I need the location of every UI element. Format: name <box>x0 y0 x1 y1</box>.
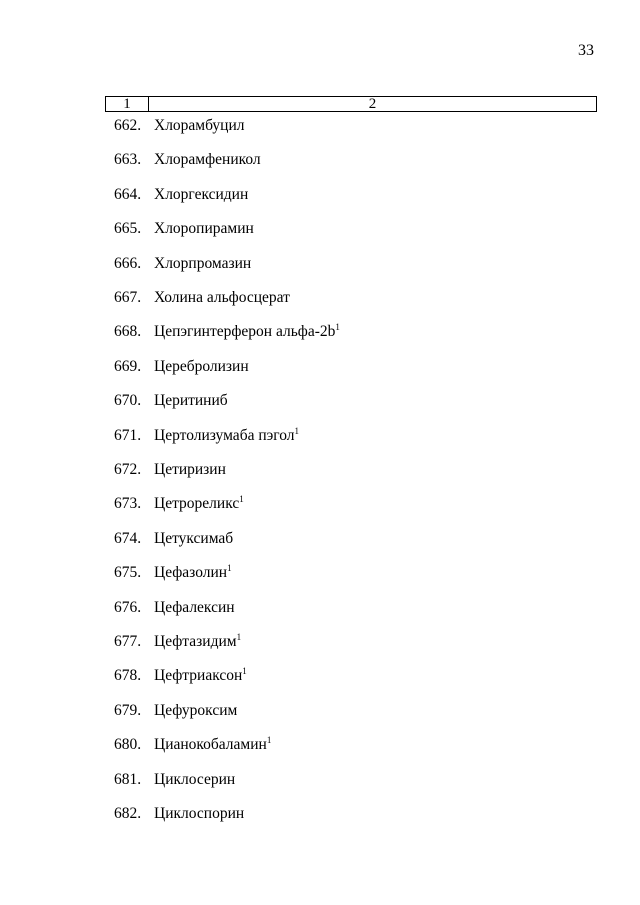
item-number: 681. <box>114 770 142 788</box>
footnote-marker: 1 <box>266 735 272 746</box>
item-number: 667. <box>114 289 142 306</box>
item-name-text: Цепэгинтерферон альфа-2b <box>154 323 336 341</box>
item-name-text: Цефтриаксон <box>154 667 243 685</box>
item-name-text: Цетуксимаб <box>154 529 234 547</box>
item-number: 666. <box>114 254 142 272</box>
item-name <box>154 427 299 445</box>
item-number: 682. <box>114 805 142 822</box>
item-name-text: Цефалексин <box>154 598 235 616</box>
item-number: 676. <box>114 598 142 616</box>
footnote-marker: 1 <box>227 563 232 574</box>
footnote-marker: 1 <box>294 425 300 436</box>
item-number: 663. <box>114 151 142 169</box>
footnote-marker: 1 <box>242 666 247 677</box>
item-name-text: Цетиризин <box>154 461 226 478</box>
item-name <box>154 461 226 479</box>
item-name <box>154 289 290 307</box>
column-1-header: 1 <box>106 97 149 111</box>
item-name <box>154 667 247 685</box>
footnote-marker: 1 <box>239 494 244 505</box>
item-number: 672. <box>114 461 142 478</box>
item-name <box>154 151 261 169</box>
item-number: 664. <box>114 185 142 203</box>
item-name <box>154 599 235 617</box>
item-name-text: Холина альфосцерат <box>154 289 290 306</box>
item-name-text: Хлорамбуцил <box>154 117 245 134</box>
item-number: 670. <box>114 392 142 410</box>
footnote-marker: 1 <box>236 632 242 642</box>
item-number: 669. <box>114 357 142 375</box>
item-name-text: Циклоспорин <box>154 805 245 822</box>
item-name-text: Цертолизумаба пэгол <box>154 426 295 444</box>
item-name <box>154 220 254 238</box>
item-name-text: Хлоргексидин <box>154 185 249 203</box>
item-name <box>154 633 241 651</box>
item-name <box>154 495 244 513</box>
item-number: 679. <box>114 701 142 719</box>
table-header <box>105 96 597 112</box>
item-number: 675. <box>114 564 142 582</box>
item-name-text: Церитиниб <box>154 392 228 410</box>
item-name <box>154 186 248 204</box>
item-number: 673. <box>114 495 142 513</box>
item-name-text: Цефуроксим <box>154 701 238 719</box>
item-name <box>154 255 251 273</box>
item-name <box>154 702 237 720</box>
item-name-text: Цефтазидим <box>154 633 237 650</box>
item-number: 668. <box>114 323 142 341</box>
item-number: 665. <box>114 220 142 238</box>
item-name <box>154 564 232 582</box>
item-name-text: Церебролизин <box>154 357 249 375</box>
item-name-text: Цетрореликс <box>154 495 240 513</box>
item-name-text: Хлоропирамин <box>154 220 254 238</box>
item-number: 662. <box>114 117 142 134</box>
item-name <box>154 358 249 376</box>
item-number: 680. <box>114 736 142 754</box>
column-2-header: 2 <box>368 96 377 112</box>
item-number: 677. <box>114 633 142 650</box>
item-name <box>154 323 340 341</box>
page-number: 33 <box>578 42 594 59</box>
item-number: 674. <box>114 529 142 547</box>
item-name <box>154 392 228 410</box>
item-name-text: Хлорамфеникол <box>154 151 261 169</box>
item-name-text: Цефазолин <box>154 564 228 582</box>
item-name <box>154 805 244 823</box>
item-name <box>154 117 245 135</box>
item-name-text: Хлорпромазин <box>154 254 252 272</box>
item-name <box>154 736 271 754</box>
item-name <box>154 530 233 548</box>
footnote-marker: 1 <box>335 322 340 333</box>
item-number: 671. <box>114 426 142 444</box>
item-name-text: Цианокобаламин <box>154 736 267 754</box>
item-name <box>154 771 235 789</box>
item-number: 678. <box>114 667 142 685</box>
item-name-text: Циклосерин <box>154 770 236 788</box>
